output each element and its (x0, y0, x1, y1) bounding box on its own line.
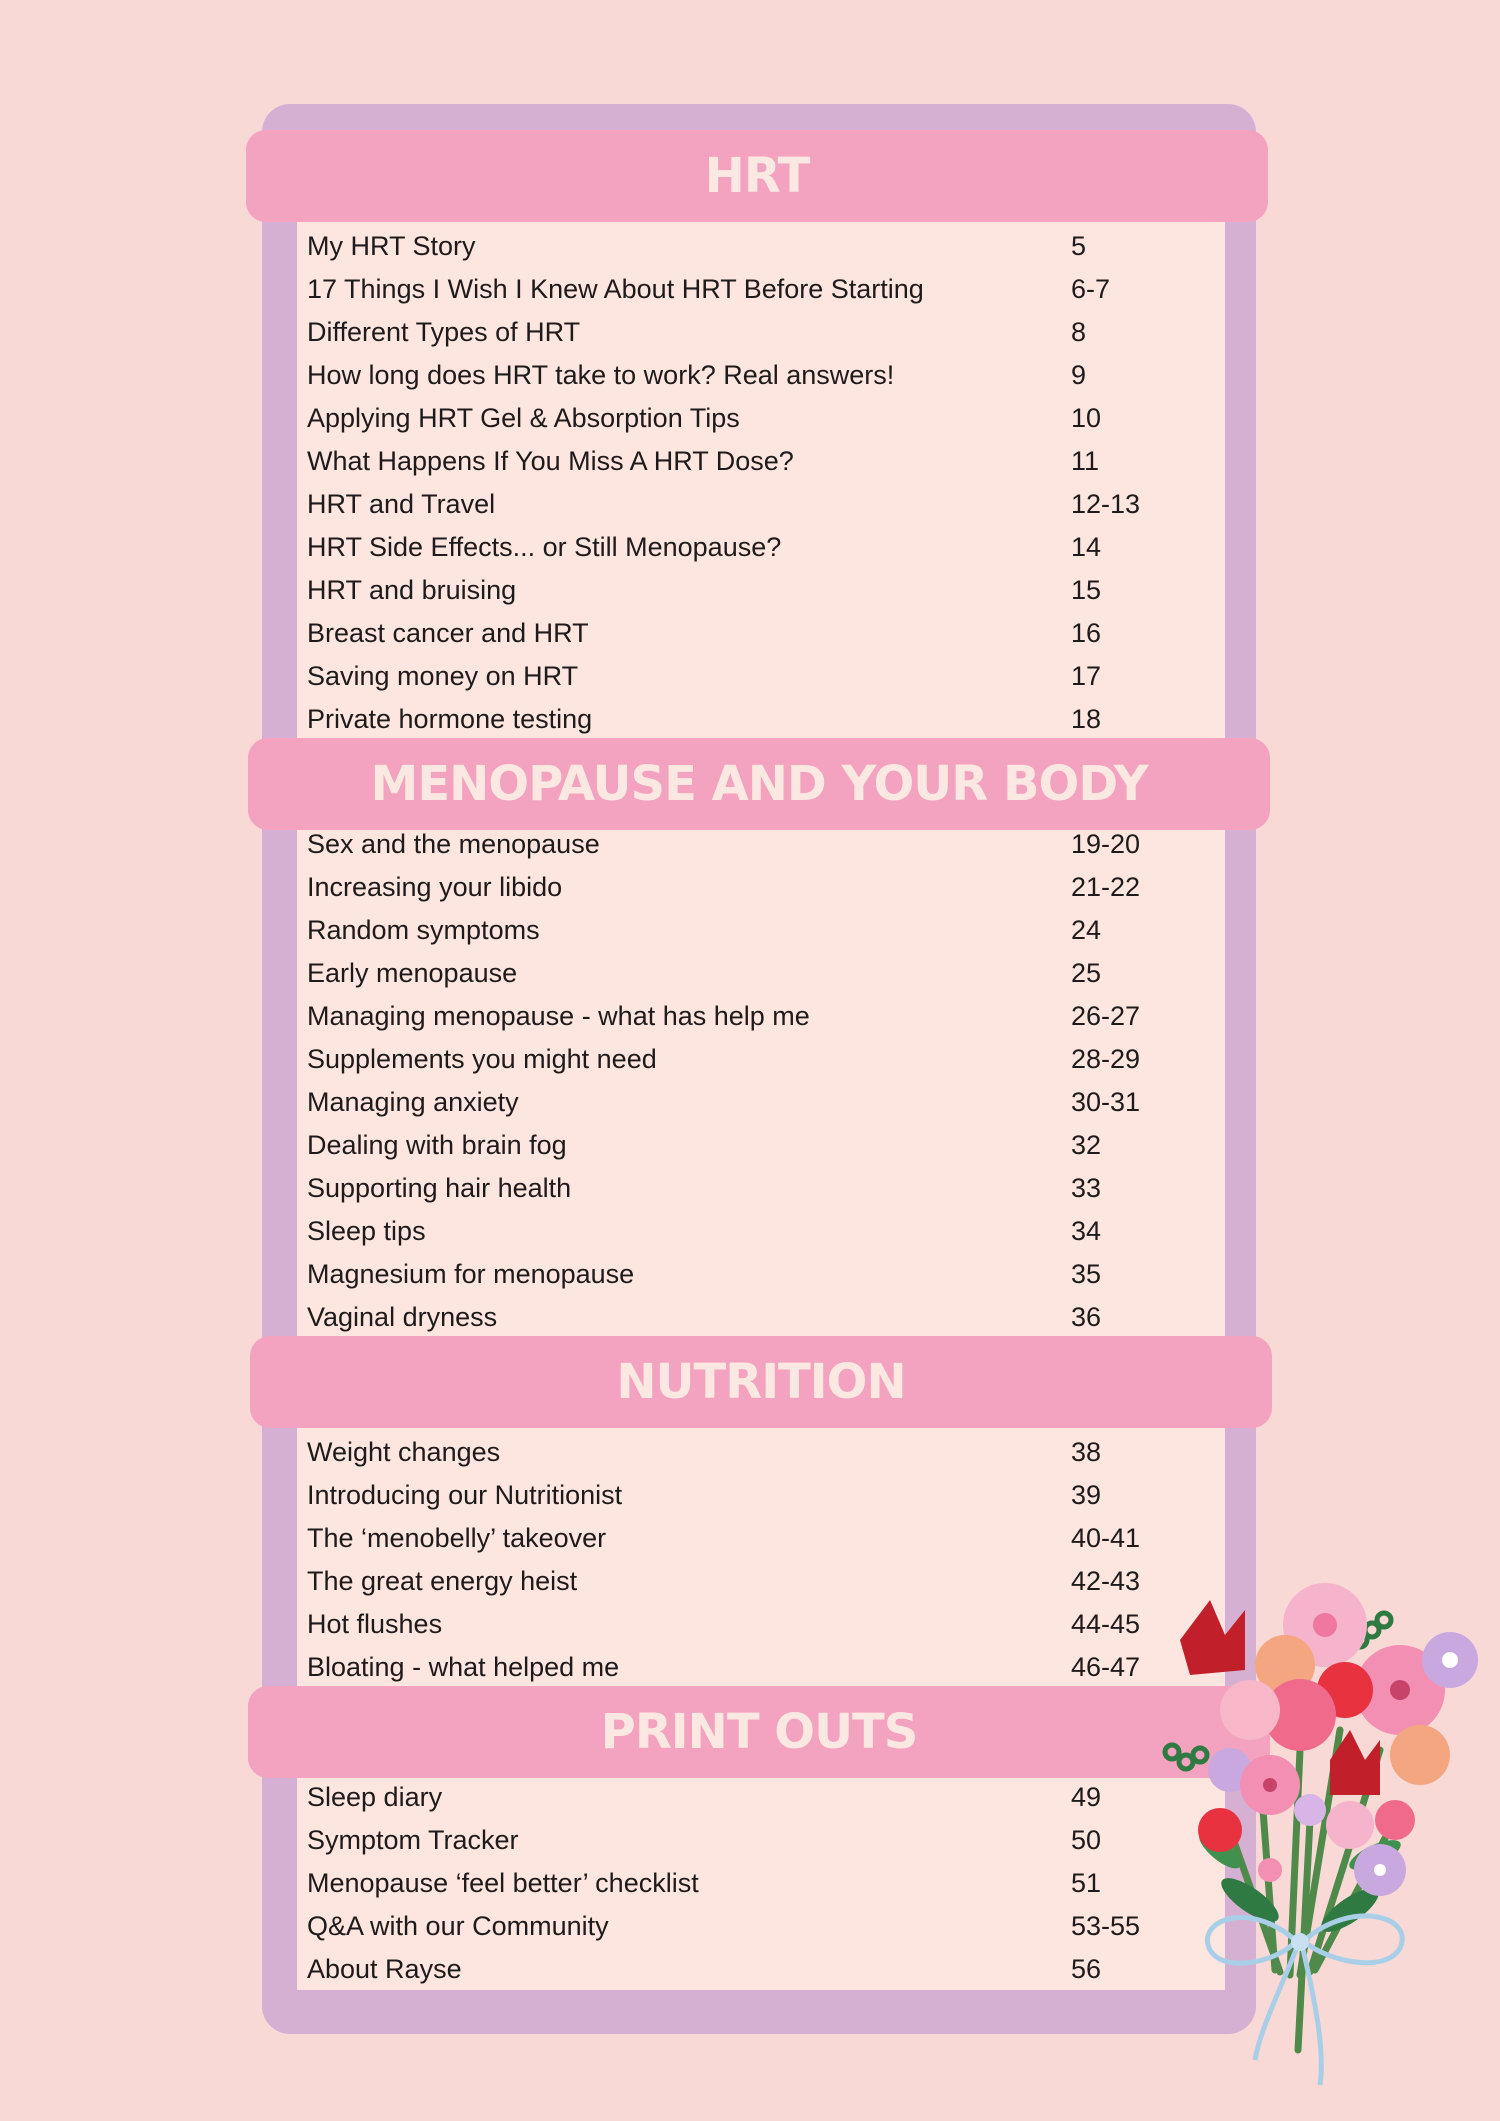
flower-bouquet-icon (1150, 1580, 1480, 2090)
section-heading-text: NUTRITION (616, 1354, 906, 1410)
toc-row[interactable] (307, 1819, 1187, 1862)
toc-row[interactable] (307, 1253, 1187, 1296)
toc-page: 28-29 (1071, 1044, 1141, 1074)
toc-row[interactable] (307, 866, 1187, 909)
toc-row[interactable] (307, 612, 1187, 655)
toc-row[interactable] (307, 1560, 1187, 1603)
section-heading-print-outs (248, 1686, 1270, 1778)
section-heading-nutrition (250, 1336, 1272, 1428)
toc-title: Hot flushes (307, 1609, 443, 1639)
toc-page: 40-41 (1071, 1523, 1141, 1553)
toc-title: Early menopause (307, 958, 518, 988)
toc-row[interactable] (307, 440, 1187, 483)
toc-page: 11 (1071, 446, 1100, 476)
toc-page: 15 (1071, 575, 1102, 605)
toc-page: 56 (1071, 1954, 1102, 1984)
toc-row[interactable] (307, 698, 1187, 741)
toc-row[interactable] (307, 823, 1187, 866)
toc-title: Symptom Tracker (307, 1825, 519, 1855)
toc-row[interactable] (307, 655, 1187, 698)
toc-row[interactable] (307, 354, 1187, 397)
toc-title: Magnesium for menopause (307, 1259, 635, 1289)
toc-page: 25 (1071, 958, 1102, 988)
toc-page: 24 (1071, 915, 1102, 945)
toc-page: 39 (1071, 1480, 1102, 1510)
toc-title: Dealing with brain fog (307, 1130, 567, 1160)
toc-row[interactable] (307, 1646, 1187, 1689)
toc-title: Supplements you might need (307, 1044, 657, 1074)
toc-page: 35 (1071, 1259, 1102, 1289)
toc-page: 9 (1071, 360, 1087, 390)
section-heading-text: PRINT OUTS (600, 1704, 918, 1760)
toc-title: HRT and bruising (307, 575, 517, 605)
toc-page: 17 (1071, 661, 1102, 691)
toc-row[interactable] (307, 1124, 1187, 1167)
toc-title: Weight changes (307, 1437, 501, 1467)
toc-row[interactable] (307, 225, 1187, 268)
toc-title: The ‘menobelly’ takeover (307, 1523, 607, 1553)
toc-page: 12-13 (1071, 489, 1141, 519)
toc-row[interactable] (307, 268, 1187, 311)
toc-page: 21-22 (1071, 872, 1141, 902)
toc-row[interactable] (307, 1905, 1187, 1948)
toc-row[interactable] (307, 1862, 1187, 1905)
toc-page: 44-45 (1071, 1609, 1141, 1639)
toc-title: Q&A with our Community (307, 1911, 609, 1941)
toc-title: Sleep diary (307, 1782, 443, 1812)
toc-row[interactable] (307, 1776, 1187, 1819)
toc-page: 50 (1071, 1825, 1102, 1855)
toc-page: 19-20 (1071, 829, 1141, 859)
toc-title: What Happens If You Miss A HRT Dose? (307, 446, 794, 476)
toc-page: 8 (1071, 317, 1087, 347)
toc-title: Bloating - what helped me (307, 1652, 620, 1682)
toc-title: 17 Things I Wish I Knew About HRT Before Starting (307, 274, 924, 304)
toc-page: 46-47 (1071, 1652, 1141, 1682)
toc-title: Sex and the menopause (307, 829, 600, 859)
toc-title: Random symptoms (307, 915, 540, 945)
toc-page: 10 (1071, 403, 1102, 433)
section-heading-hrt (246, 130, 1268, 222)
toc-page: 5 (1071, 231, 1087, 261)
toc-page: 36 (1071, 1302, 1102, 1332)
toc-page: 49 (1071, 1782, 1102, 1812)
toc-title: Increasing your libido (307, 872, 563, 902)
toc-row[interactable] (307, 1210, 1187, 1253)
toc-title: How long does HRT take to work? Real answers! (307, 360, 895, 390)
toc-title: Different Types of HRT (307, 317, 581, 347)
section-heading-menopause-body (248, 738, 1270, 830)
toc-row[interactable] (307, 397, 1187, 440)
toc-page: 6-7 (1071, 274, 1111, 304)
toc-row[interactable] (307, 526, 1187, 569)
toc-row[interactable] (307, 1474, 1187, 1517)
toc-title: HRT Side Effects... or Still Menopause? (307, 532, 782, 562)
toc-row[interactable] (307, 1603, 1187, 1646)
toc-page: 16 (1071, 618, 1102, 648)
toc-row[interactable] (307, 1431, 1187, 1474)
toc-row[interactable] (307, 569, 1187, 612)
toc-title: Saving money on HRT (307, 661, 579, 691)
toc-row[interactable] (307, 1081, 1187, 1124)
toc-page: 53-55 (1071, 1911, 1141, 1941)
toc-row[interactable] (307, 1296, 1187, 1339)
toc-page: 33 (1071, 1173, 1102, 1203)
toc-title: HRT and Travel (307, 489, 496, 519)
toc-title: Managing menopause - what has help me (307, 1001, 810, 1031)
toc-title: The great energy heist (307, 1566, 578, 1596)
toc-title: Managing anxiety (307, 1087, 519, 1117)
toc-row[interactable] (307, 483, 1187, 526)
toc-page: 51 (1071, 1868, 1102, 1898)
toc-title: Menopause ‘feel better’ checklist (307, 1868, 699, 1898)
toc-title: About Rayse (307, 1954, 462, 1984)
toc-title: Supporting hair health (307, 1173, 572, 1203)
toc-row[interactable] (307, 1517, 1187, 1560)
section-heading-text: HRT (704, 148, 810, 204)
toc-page: 18 (1071, 704, 1102, 734)
toc-page: 42-43 (1071, 1566, 1141, 1596)
section-heading-text: MENOPAUSE AND YOUR BODY (370, 756, 1148, 812)
toc-title: Sleep tips (307, 1216, 426, 1246)
toc-page: 30-31 (1071, 1087, 1141, 1117)
toc-row[interactable] (307, 1167, 1187, 1210)
toc-row[interactable] (307, 995, 1187, 1038)
toc-row[interactable] (307, 1038, 1187, 1081)
toc-page: 32 (1071, 1130, 1102, 1160)
toc-title: Vaginal dryness (307, 1302, 498, 1332)
toc-title: Private hormone testing (307, 704, 593, 734)
toc-page: 38 (1071, 1437, 1102, 1467)
toc-page: 34 (1071, 1216, 1102, 1246)
toc-row[interactable] (307, 952, 1187, 995)
toc-row[interactable] (307, 1948, 1187, 1991)
toc-title: Applying HRT Gel & Absorption Tips (307, 403, 740, 433)
toc-title: My HRT Story (307, 231, 476, 261)
toc-page: 26-27 (1071, 1001, 1141, 1031)
toc-page: 14 (1071, 532, 1102, 562)
toc-title: Breast cancer and HRT (307, 618, 589, 648)
toc-row[interactable] (307, 909, 1187, 952)
toc-title: Introducing our Nutritionist (307, 1480, 623, 1510)
toc-row[interactable] (307, 311, 1187, 354)
